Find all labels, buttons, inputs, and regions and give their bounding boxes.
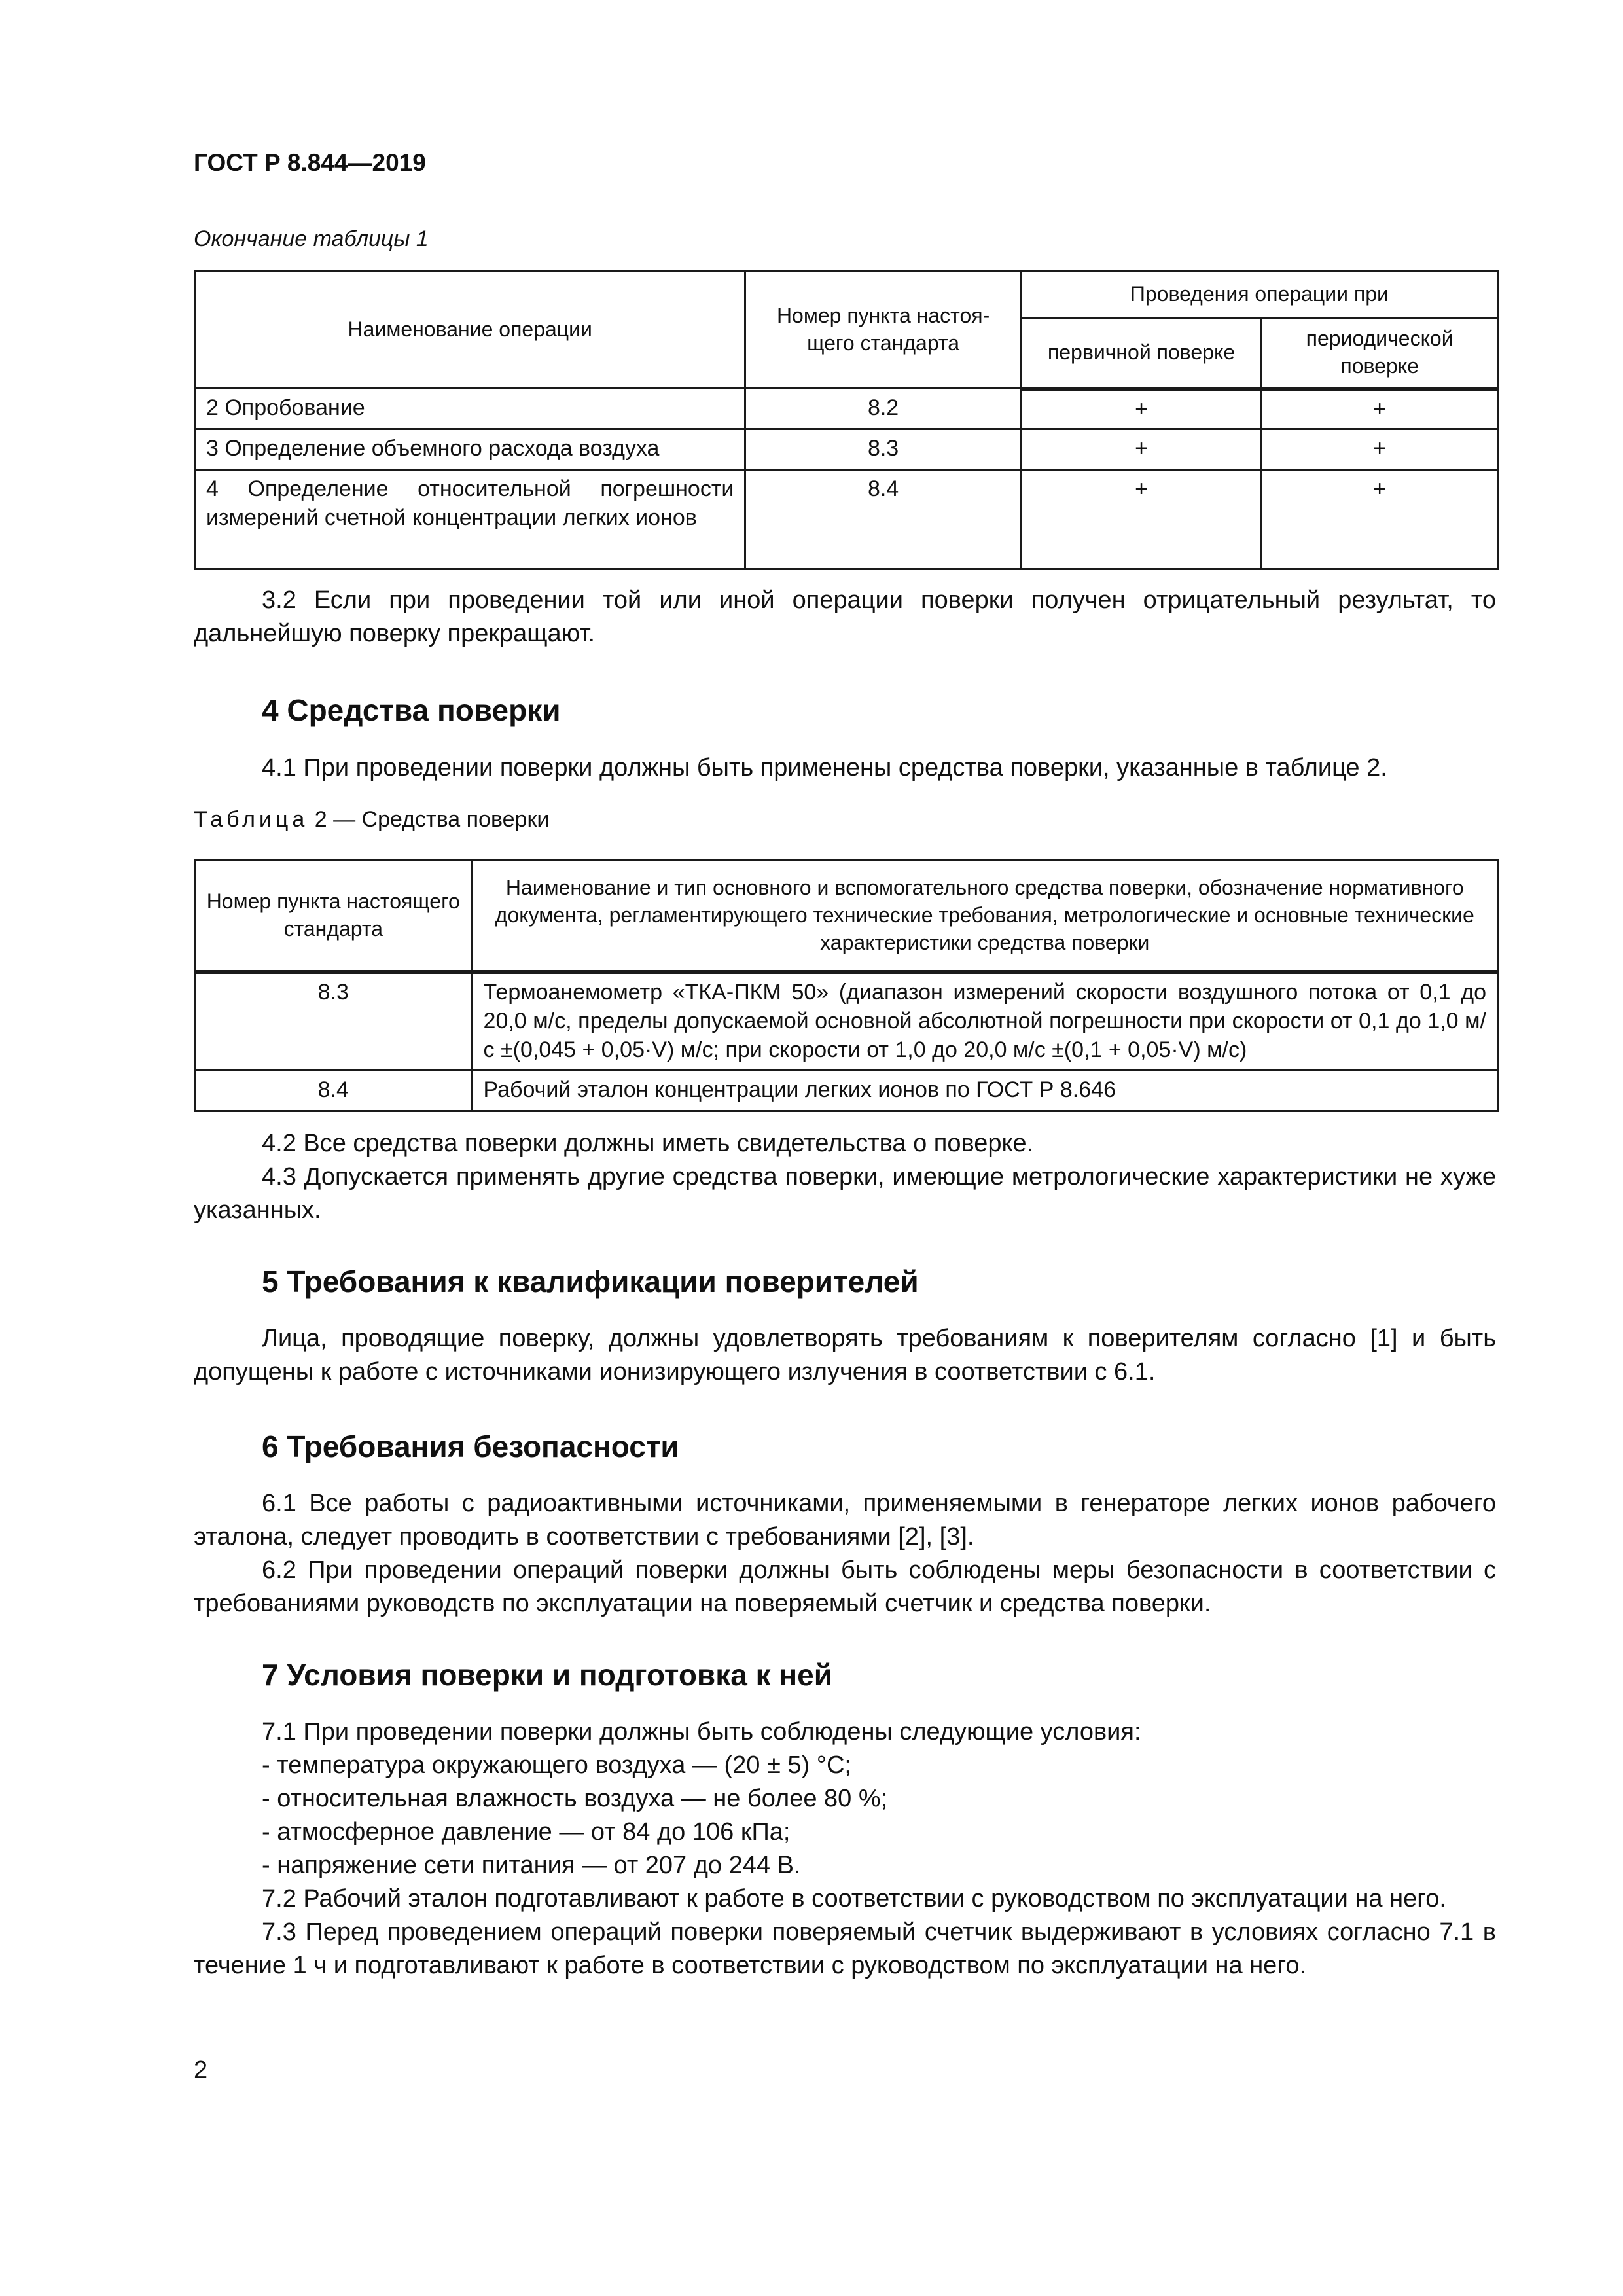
table2-header-clause: Номер пункта настоящего стандарта xyxy=(195,861,473,972)
table1-cell-clause: 8.3 xyxy=(745,429,1021,470)
table-row xyxy=(195,972,1498,1071)
table2 xyxy=(194,859,1499,1112)
table1-cell-clause: 8.4 xyxy=(745,470,1021,569)
paragraph-text: 4.1 При проведении поверки должны быть применены средства поверки, указанные в таблице 2. xyxy=(262,754,1387,781)
list-item: - температура окружающего воздуха — (20 ± 5) °С; xyxy=(262,1751,851,1779)
section-7-body xyxy=(194,1715,1496,1982)
paragraph-3-2 xyxy=(194,584,1496,651)
section-7-heading: 7 Условия поверки и подготовка к ней xyxy=(262,1658,833,1692)
page-number: 2 xyxy=(194,2056,208,2084)
table-row xyxy=(195,1071,1498,1111)
table-row xyxy=(195,429,1498,470)
paragraph-text: Лица, проводящие поверку, должны удовлетворять требованиям к поверителям согласно [1] и быть допущены к работе с источниками ионизирующего излучения в соответствии с 6.1. xyxy=(194,1325,1496,1386)
paragraph-text: 6.2 При проведении операций поверки должны быть соблюдены меры безопасности в соответствии с требованиями руководств по эксплуатации на поверяемый счетчик и средства поверки. xyxy=(194,1556,1496,1617)
list-item: - относительная влажность воздуха — не более 80 %; xyxy=(262,1785,888,1812)
table-row xyxy=(195,470,1498,569)
paragraph-text: 7.2 Рабочий эталон подготавливают к работе в соответствии с руководством по эксплуатации на него. xyxy=(262,1885,1446,1912)
table1-cell-name: 4 Определение относительной погрешности измерений счетной концентрации легких ионов xyxy=(195,470,745,569)
paragraph-4-1 xyxy=(194,751,1496,785)
table2-caption-word: Таблица xyxy=(194,807,309,832)
table1-cell-name: 2 Опробование xyxy=(195,389,745,429)
table1-cell-periodic: + xyxy=(1262,470,1498,569)
table2-caption-title: 2 — Средства поверки xyxy=(308,807,550,832)
paragraph-text: 6.1 Все работы с радиоактивными источниками, применяемыми в генераторе легких ионов рабочего эталона, следует проводить в соответствии с требованиями [2], [3]. xyxy=(194,1490,1496,1551)
table1-cell-periodic: + xyxy=(1262,429,1498,470)
section-5-body xyxy=(194,1322,1496,1389)
paragraphs-4-2-4-3 xyxy=(194,1127,1496,1227)
table1-header-clause: Номер пункта настоя-щего стандарта xyxy=(745,271,1021,389)
list-item: - атмосферное давление — от 84 до 106 кПа; xyxy=(262,1818,791,1846)
table-row xyxy=(195,389,1498,429)
table1-header-primary: первичной поверке xyxy=(1021,318,1262,389)
section-6-heading: 6 Требования безопасности xyxy=(262,1429,679,1463)
table1-cell-primary: + xyxy=(1021,429,1262,470)
table2-cell-text: Рабочий эталон концентрации легких ионов по ГОСТ Р 8.646 xyxy=(472,1071,1497,1111)
section-4-heading: 4 Средства поверки xyxy=(262,693,561,727)
section-6-body xyxy=(194,1487,1496,1621)
table2-cell-clause: 8.4 xyxy=(195,1071,473,1111)
section-5-heading: 5 Требования к квалификации поверителей xyxy=(262,1265,919,1299)
table1-header-periodic: периодической поверке xyxy=(1262,318,1498,389)
list-item: - напряжение сети питания — от 207 до 244 В. xyxy=(262,1852,801,1879)
table1-cell-name: 3 Определение объемного расхода воздуха xyxy=(195,429,745,470)
paragraph-text: 3.2 Если при проведении той или иной операции поверки получен отрицательный результат, то дальнейшую поверку прекращают. xyxy=(194,586,1496,647)
table1-cell-clause: 8.2 xyxy=(745,389,1021,429)
paragraph-text: 7.3 Перед проведением операций поверки поверяемый счетчик выдерживают в условиях согласно 7.1 в течение 1 ч и подготавливают к работе в соответствии с руководством по эксплуатации на него. xyxy=(194,1918,1496,1979)
table1-header-operation: Наименование операции xyxy=(195,271,745,389)
table1-cell-primary: + xyxy=(1021,470,1262,569)
table2-caption xyxy=(194,807,549,833)
table1-cell-periodic: + xyxy=(1262,389,1498,429)
table2-header-name: Наименование и тип основного и вспомогательного средства поверки, обозначение нормативного документа, регламентирующего технические требования, метрологические и основные технические характеристики средства поверки xyxy=(472,861,1497,972)
table2-cell-text: Термоанемометр «ТКА-ПКМ 50» (диапазон измерений скорости воздушного потока от 0,1 до 20,0 м/с, пределы допускаемой основной абсолютной погрешности при скорости от 0,1 до 1,0 м/с ±(0,045 + 0,05·V) м/с; при скорости от 1,0 до 20,0 м/с ±(0,1 + 0,05·V) м/с) xyxy=(472,972,1497,1071)
paragraph-text: 4.3 Допускается применять другие средства поверки, имеющие метрологические характеристики не хуже указанных. xyxy=(194,1163,1496,1224)
paragraph-text: 4.2 Все средства поверки должны иметь свидетельства о поверке. xyxy=(262,1130,1034,1157)
document-header: ГОСТ Р 8.844—2019 xyxy=(194,149,426,176)
table1-continuation-caption: Окончание таблицы 1 xyxy=(194,226,429,251)
paragraph-text: 7.1 При проведении поверки должны быть соблюдены следующие условия: xyxy=(262,1718,1141,1746)
table1-cell-primary: + xyxy=(1021,389,1262,429)
table1 xyxy=(194,270,1499,570)
table1-header-conduct: Проведения операции при xyxy=(1021,271,1497,318)
table2-cell-clause: 8.3 xyxy=(195,972,473,1071)
